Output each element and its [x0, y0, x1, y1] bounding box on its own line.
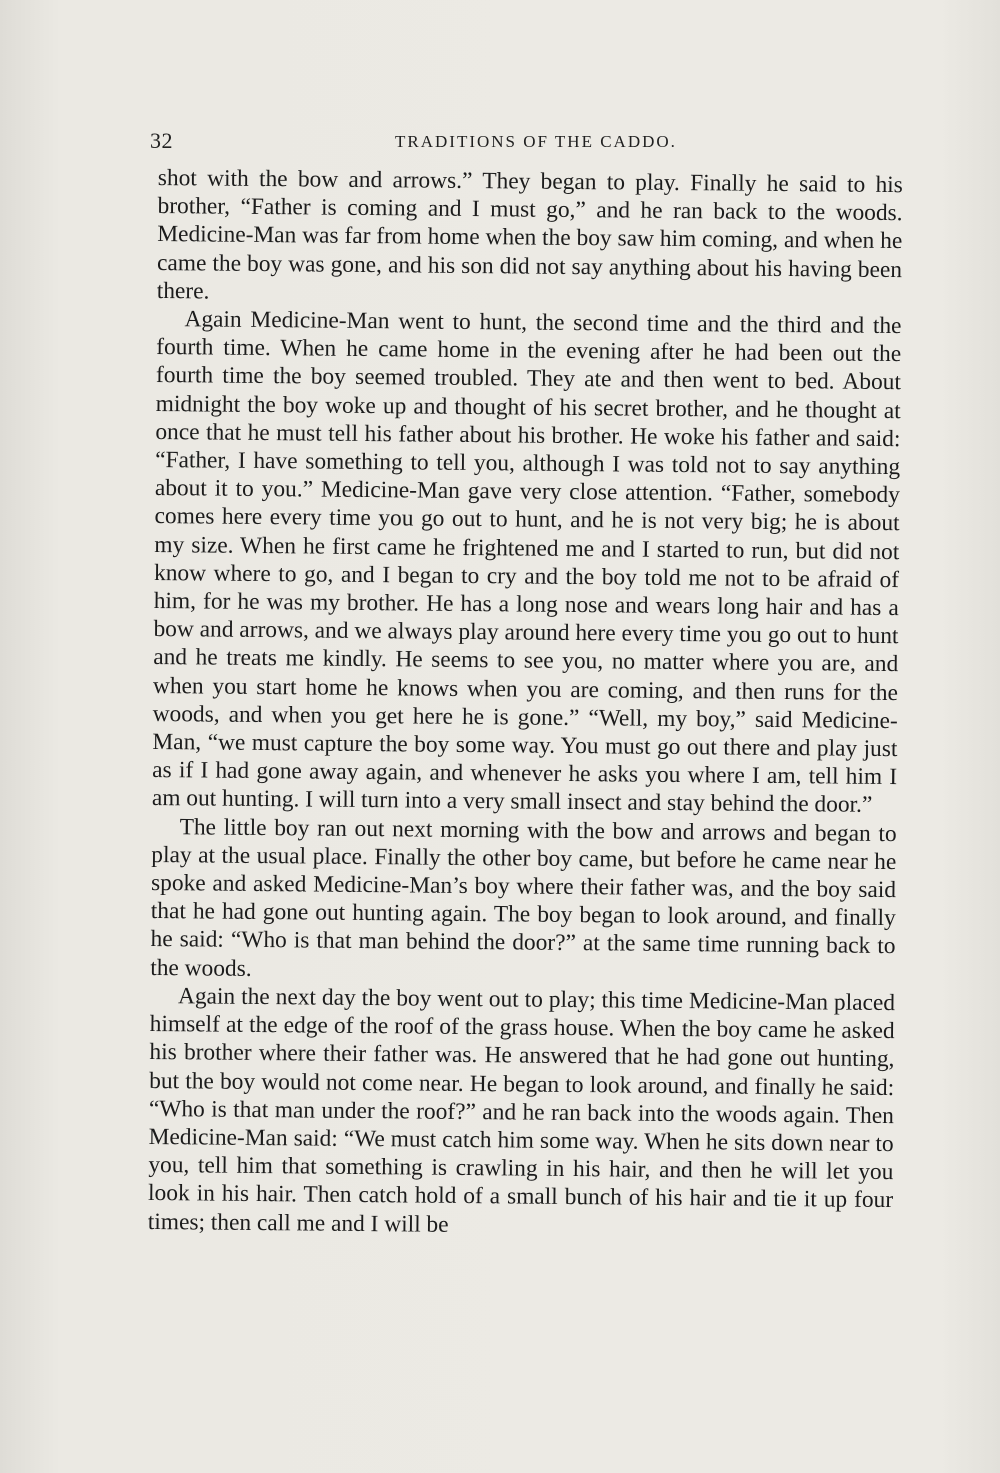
page-number: 32 — [150, 128, 173, 153]
page-header — [150, 122, 875, 156]
body-text — [148, 164, 903, 1243]
paragraph-2: Again Medicine-Man went to hunt, the second time and the third and the fourth time. When he came home in the evening after he had been out the fourth time the boy seemed troubled. They ate and then went to bed. About midnight the boy woke up and thought of his secret brother, and he thought at once that he must tell his father about his brother. He woke his father and said: “Father, I have something to tell you, although I was told not to say anything about it to you.” Medicine-Man gave very close attention. “Father, somebody comes here every time you go out to hunt, and he is not very big; he is about my size. When he first came he frightened me and I started to run, but did not know where to go, and I began to cry and the boy told me not to be afraid of him, for he was my brother. He has a long nose and wears long hair and has a bow and arrows, and we always play around here every time you go out to hunt and he treats me kindly. He seems to see you, no matter where you are, and when you start home he knows when you are coming, and then runs for the woods, and when you get here he is gone.” “Well, my boy,” said Medicine-Man, “we must capture the boy some way. You must go out there and play just as if I had gone away again, and whenever he asks you where I am, tell him I am out hunting. I will turn into a very small insect and stay behind the door.” — [151, 306, 902, 819]
paragraph-1: shot with the bow and arrows.” They began to play. Finally he said to his brother, “Father is coming and I must go,” and he ran back to the woods. Medicine-Man was far from home when the boy saw him coming, and when he came the boy was gone, and his son did not say anything about his having been there. — [156, 164, 903, 305]
running-title: TRADITIONS OF THE CADDO. — [395, 132, 677, 151]
paragraph-4: Again the next day the boy went out to play; this time Medicine-Man placed himself at the edge of the roof of the grass house. When the boy came he asked his brother where their father was. He answered that he had gone out hunting, but the boy would not come near. He began to look around, and finally he said: “Who is that man under the roof?” and he ran back into the woods again. Then Medicine-Man said: “We must catch him some way. When he sits down near to you, tell him that something is crawling in his hair, and then he will let you look in his hair. Then catch hold of a small bunch of his hair and tie it up four times; then call me and I will be — [147, 983, 896, 1238]
paragraph-3: The little boy ran out next morning with the bow and arrows and began to play at the usual place. Finally the other boy came, but before he came near he spoke and asked Medicine-Man’s boy where their father was, and the boy said that he had gone out hunting again. The boy began to look around, and finally he said: “Who is that man behind the door?” at the same time running back to the woods. — [150, 813, 897, 982]
